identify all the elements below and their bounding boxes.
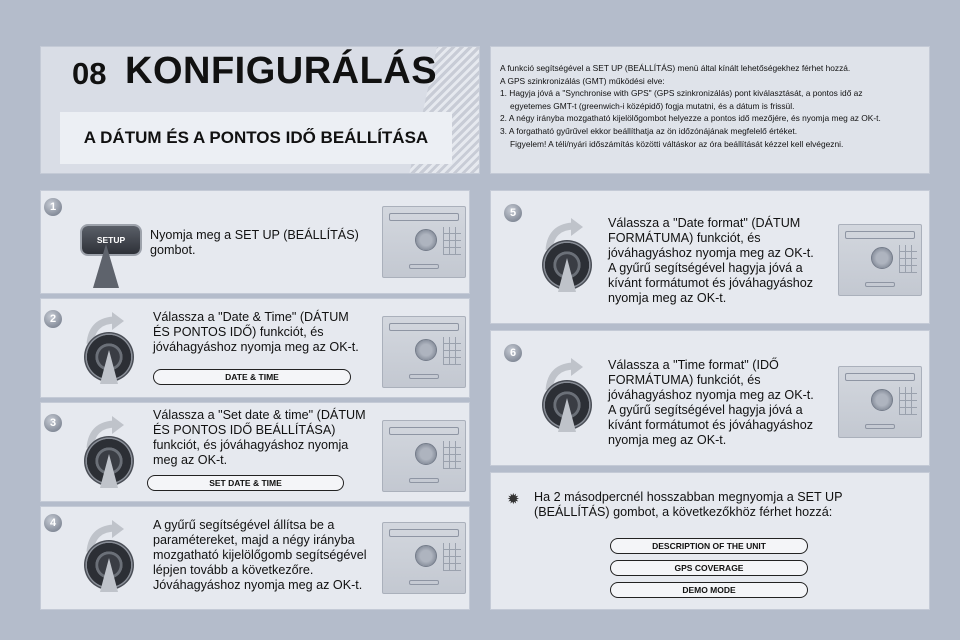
step-5-text: Válassza a "Date format" (DÁTUM FORMÁTUMA) funkciót, és jóváhagyáshoz nyomja meg az OK-t. A gyűrű segítségével hagyja jóvá a kívánt formátumot és jóváhagyáshoz nyomja meg az OK-t. (608, 216, 814, 305)
info-line: egyetemes GMT-t (greenwich-i középidő) fogja mutatni, és a dátum is frissül. (510, 100, 795, 111)
step-4-number: 4 (44, 514, 62, 532)
page-title: KONFIGURÁLÁS (125, 50, 438, 92)
section-subtitle: A DÁTUM ÉS A PONTOS IDŐ BEÁLLÍTÁSA (83, 128, 429, 147)
gps-coverage-label: GPS COVERAGE (610, 560, 808, 576)
radio-unit-icon (838, 366, 922, 438)
info-line: 2. A négy irányba mozgatható kijelölőgombot helyezze a pontos idő mezőjére, és nyomja meg az OK-t. (500, 113, 881, 124)
info-line: 1. Hagyja jóvá a "Synchronise with GPS" (GPS szinkronizálás) pont kiválasztását, a pontos idő az (500, 88, 863, 99)
step-3-text: Válassza a "Set date & time" (DÁTUM ÉS PONTOS IDŐ BEÁLLÍTÁSA) funkciót, és jóváhagyáshoz nyomja meg az OK-t. (153, 408, 366, 467)
info-line: Figyelem! A téli/nyári időszámítás közötti váltáskor az óra beállítását kézzel kell elvégezni. (510, 138, 844, 149)
step-6-text: Válassza a "Time format" (IDŐ FORMÁTUMA) funkciót, és jóváhagyáshoz nyomja meg az OK-t. A gyűrű segítségével hagyja jóvá a kívánt formátumot és jóváhagyáshoz nyomja meg az OK-t. (608, 358, 814, 447)
push-arrow-icon (558, 258, 576, 292)
info-line: A funkció segítségével a SET UP (BEÁLLÍTÁS) menü által kínált lehetőségekhez férhet hozzá. (500, 63, 851, 73)
date-time-menu-label: DATE & TIME (153, 369, 351, 385)
step-2-text: Válassza a "Date & Time" (DÁTUM ÉS PONTOS IDŐ) funkciót, és jóváhagyáshoz nyomja meg az OK-t. (153, 310, 359, 354)
subtitle-box (60, 112, 452, 164)
push-arrow-icon (100, 558, 118, 592)
step-6-number: 6 (504, 344, 522, 362)
demo-mode-label: DEMO MODE (610, 582, 808, 598)
radio-unit-icon (382, 316, 466, 388)
step-4-text: A gyűrű segítségével állítsa be a paramétereket, majd a négy irányba mozgatható kijelölőgomb segítségével lépjen tovább a következőre. Jóváhagyáshoz nyomja meg az OK-t. (153, 518, 367, 592)
radio-unit-icon (382, 522, 466, 594)
step-1-number: 1 (44, 198, 62, 216)
chapter-number: 08 (72, 56, 107, 91)
radio-unit-icon (382, 420, 466, 492)
info-line: A GPS szinkronizálás (GMT) működési elve: (500, 75, 665, 86)
radio-unit-icon (838, 224, 922, 296)
sun-icon: ✹ (507, 491, 520, 508)
radio-unit-icon (382, 206, 466, 278)
info-line: 3. A forgatható gyűrűvel ekkor beállíthatja az ön időzónájának megfelelő értéket. (500, 125, 798, 136)
setup-button-icon: SETUP (82, 226, 140, 254)
step-2-number: 2 (44, 310, 62, 328)
press-arrow-icon (93, 244, 119, 288)
push-arrow-icon (558, 398, 576, 432)
step-5-number: 5 (504, 204, 522, 222)
note-text: Ha 2 másodpercnél hosszabban megnyomja a SET UP (BEÁLLÍTÁS) gombot, a következőkhöz férhet hozzá: (534, 490, 843, 519)
step-1-text: Nyomja meg a SET UP (BEÁLLÍTÁS) gombot. (150, 228, 359, 257)
push-arrow-icon (100, 350, 118, 384)
step-3-number: 3 (44, 414, 62, 432)
set-date-time-menu-label: SET DATE & TIME (147, 475, 344, 491)
push-arrow-icon (100, 454, 118, 488)
info-text (500, 62, 925, 150)
description-of-unit-label: DESCRIPTION OF THE UNIT (610, 538, 808, 554)
